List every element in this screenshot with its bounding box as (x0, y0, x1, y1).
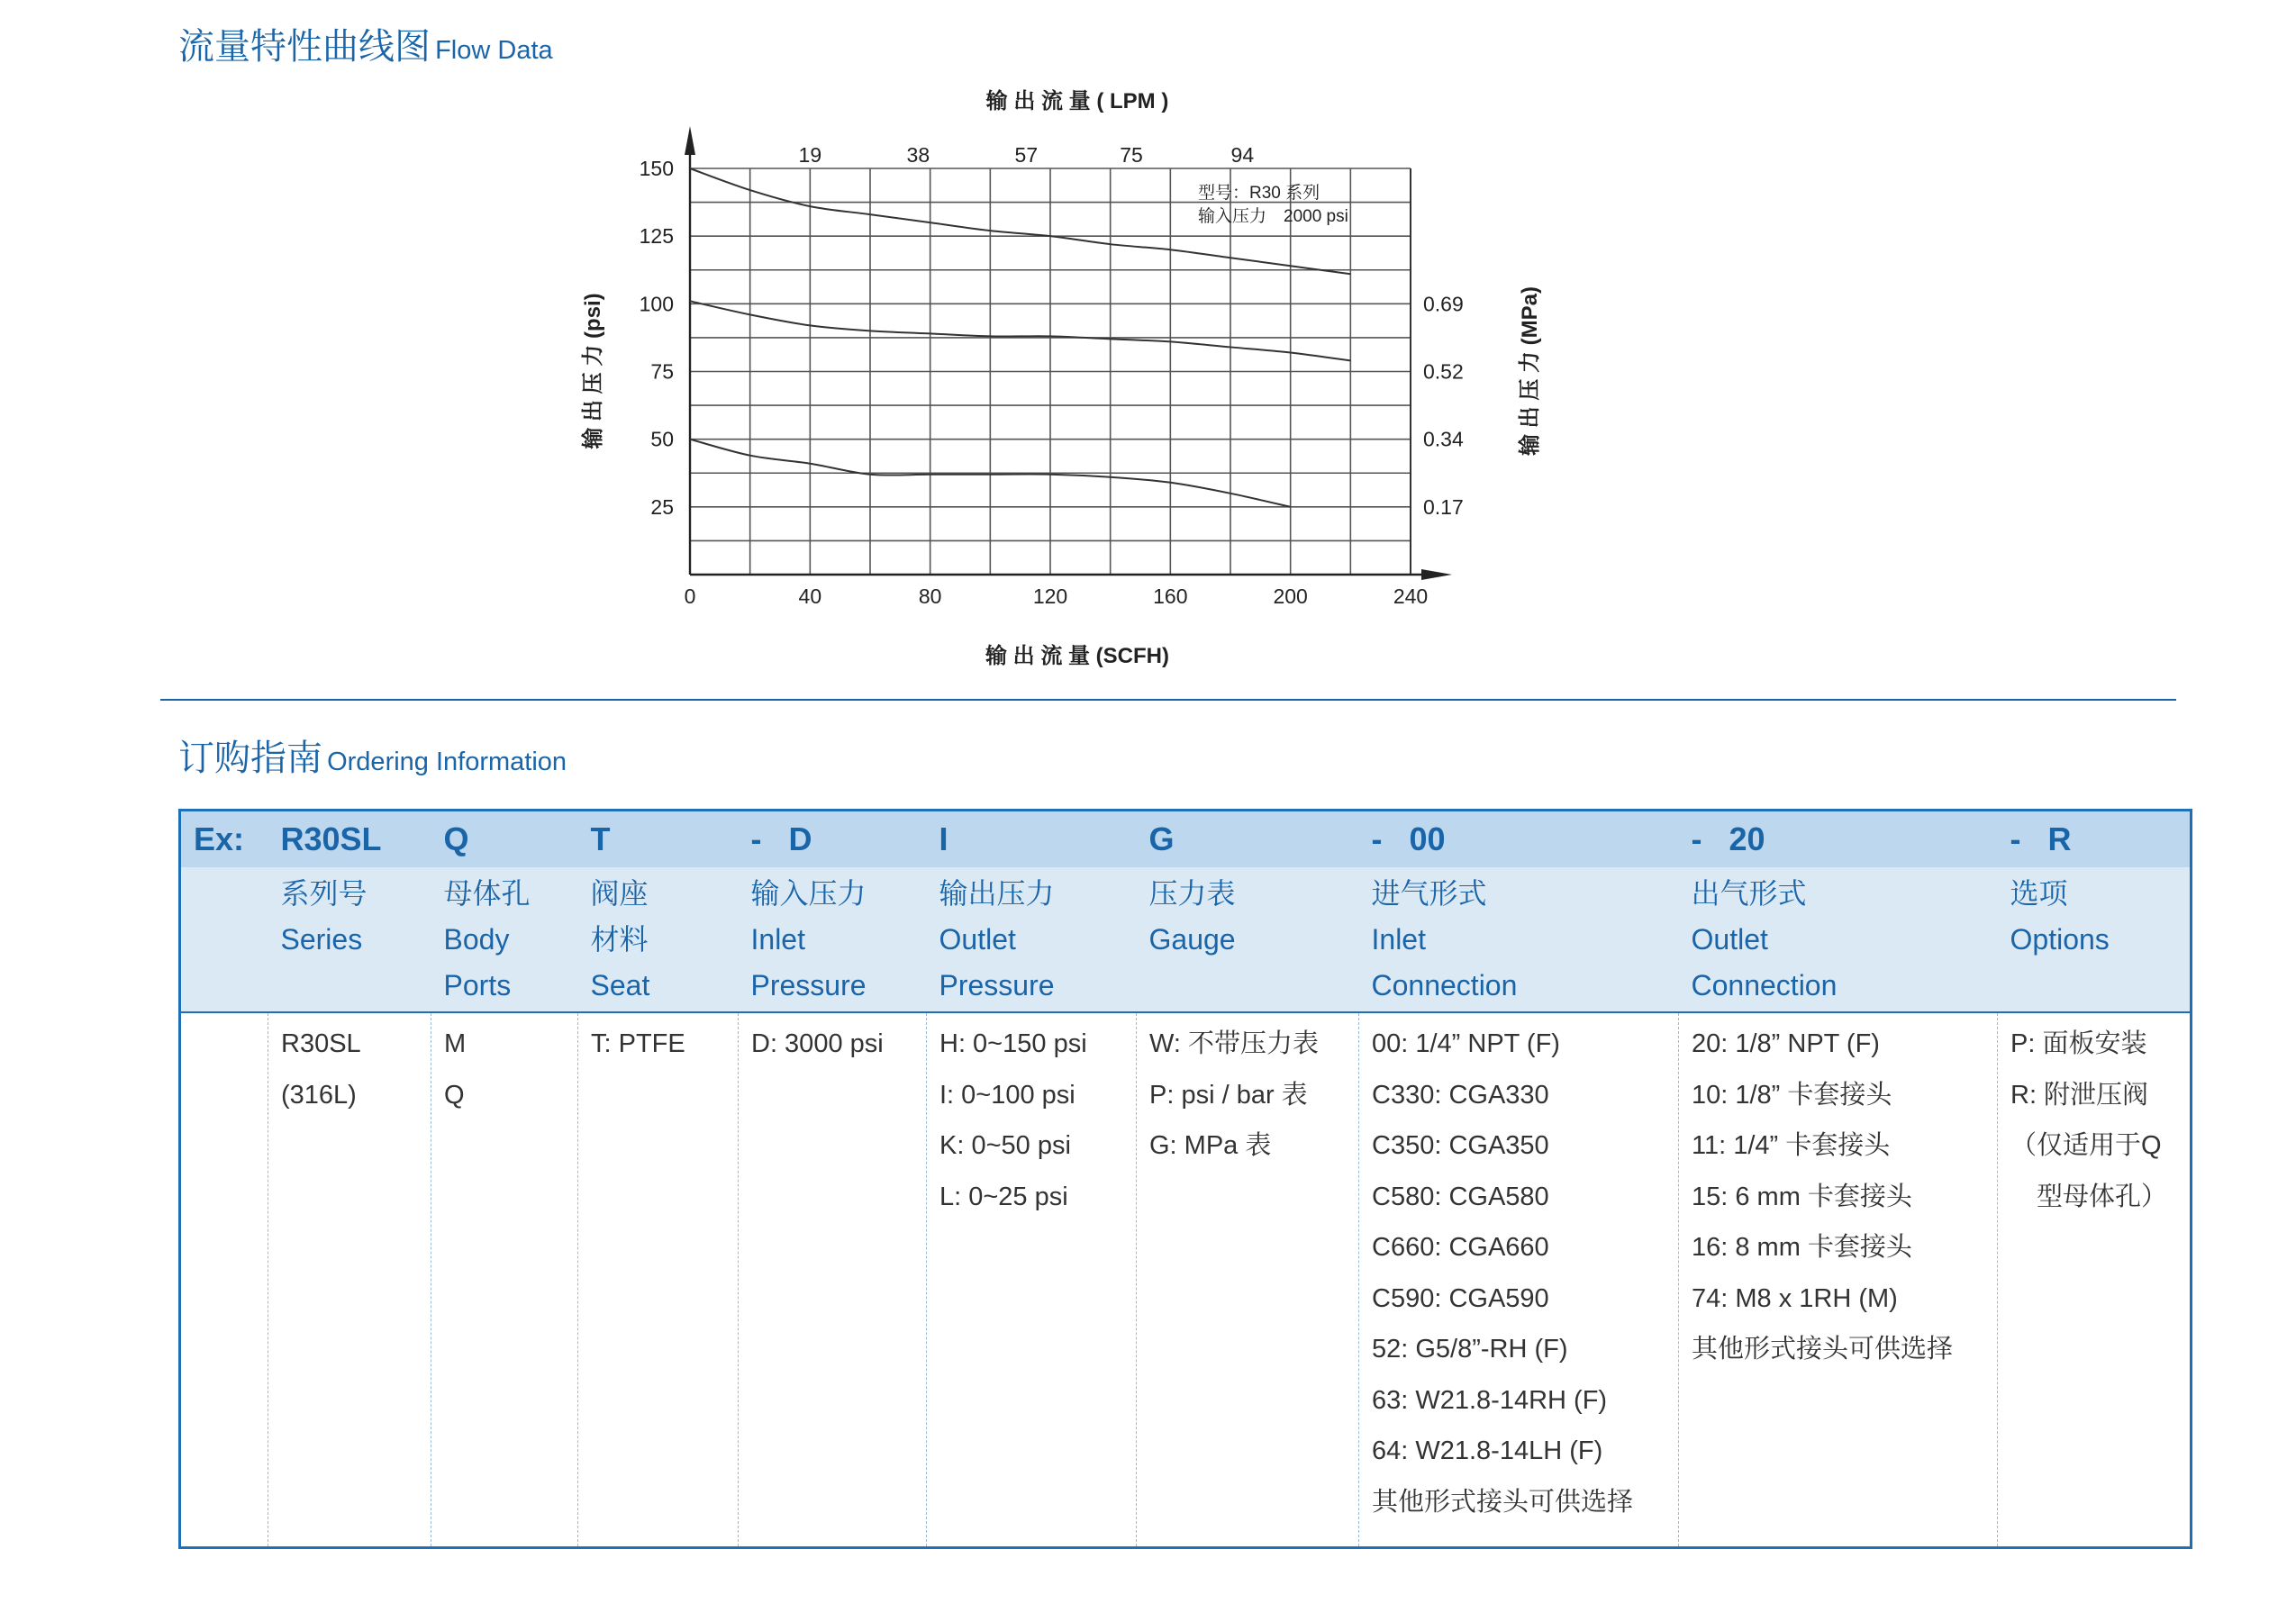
value-line: L: 0~25 psi (939, 1182, 1068, 1211)
value-line: 16: 8 mm 卡套接头 (1692, 1233, 1912, 1262)
code-text: - 00 (1371, 820, 1446, 857)
value-cell (1137, 1012, 1359, 1548)
value-line: C580: CGA580 (1372, 1182, 1549, 1211)
y-tick-label: 125 (639, 224, 674, 249)
value-cell (1359, 1012, 1679, 1548)
ordering-code-row (180, 811, 2192, 868)
value-line: 64: W21.8-14LH (F) (1372, 1436, 1603, 1465)
label-line: 阀座 (590, 877, 649, 910)
x-tick-label: 200 (1273, 584, 1308, 608)
label-cell (268, 867, 431, 1012)
ordering-info-title-en: Ordering Information (327, 748, 567, 776)
value-line: 00: 1/4” NPT (F) (1372, 1029, 1560, 1058)
code-text: T (590, 820, 611, 857)
flow-data-title-en: Flow Data (435, 36, 553, 65)
value-cell (431, 1012, 578, 1548)
y-tick-label: 25 (650, 494, 674, 519)
value-line: 74: M8 x 1RH (M) (1692, 1283, 1898, 1313)
y2-tick-label: 0.69 (1423, 292, 1464, 316)
label-line: Series (280, 923, 363, 956)
x-tick-label: 0 (684, 584, 696, 608)
value-line: (316L) (281, 1080, 357, 1110)
label-line: Pressure (939, 969, 1055, 1001)
value-line: T: PTFE (591, 1029, 685, 1058)
code-cell (1998, 811, 2192, 868)
x2-tick-label: 38 (906, 143, 930, 167)
label-cell (578, 867, 739, 1012)
label-line: Outlet (1691, 923, 1768, 956)
value-cell (927, 1012, 1137, 1548)
x-tick-label: 80 (918, 584, 942, 608)
y-tick-label: 150 (639, 157, 674, 180)
value-line: 52: G5/8”-RH (F) (1372, 1335, 1568, 1364)
value-line: 型母体孔） (2010, 1182, 2168, 1211)
y2-tick-label: 0.17 (1423, 494, 1464, 519)
code-text: Ex: (194, 820, 245, 857)
code-cell (1359, 811, 1679, 868)
label-line: Connection (1371, 969, 1518, 1001)
flow-data-title-zh: 流量特性曲线图 (178, 26, 431, 68)
value-line: P: 面板安装 (2010, 1029, 2147, 1058)
label-cell (1679, 867, 1998, 1012)
label-cell (1137, 867, 1359, 1012)
code-text: G (1148, 820, 1175, 857)
label-line: 输入压力 (750, 877, 867, 910)
label-line: Inlet (1371, 923, 1426, 956)
x-axis-arrow (1421, 569, 1452, 580)
label-line: Outlet (939, 923, 1016, 956)
label-cell (431, 867, 578, 1012)
value-line: I: 0~100 psi (939, 1080, 1075, 1110)
label-line: Ports (443, 969, 512, 1001)
value-line: W: 不带压力表 (1149, 1029, 1319, 1058)
value-cell (180, 1012, 268, 1548)
value-line: 15: 6 mm 卡套接头 (1692, 1182, 1912, 1211)
code-text: Q (443, 820, 469, 857)
y-tick-label: 50 (650, 427, 674, 451)
value-line: 其他形式接头可供选择 (1692, 1335, 1954, 1364)
code-cell (268, 811, 431, 868)
code-cell (180, 811, 268, 868)
label-line: 进气形式 (1371, 877, 1487, 910)
label-line: Inlet (750, 923, 805, 956)
label-line: Body (443, 923, 510, 956)
chart-axes (685, 126, 1452, 580)
code-text: - R (2010, 820, 2072, 857)
x-tick-label: 160 (1153, 584, 1188, 608)
value-line: 11: 1/4” 卡套接头 (1692, 1131, 1891, 1160)
chart-note-pressure: 输入压力 2000 psi (1198, 207, 1348, 226)
value-line: H: 0~150 psi (939, 1029, 1087, 1058)
code-cell (927, 811, 1137, 868)
label-cell (1359, 867, 1679, 1012)
x2-tick-label: 57 (1014, 143, 1039, 167)
label-line: Pressure (750, 969, 867, 1001)
label-line: Connection (1691, 969, 1838, 1001)
x-axis-label: 输 出 流 量 (SCFH) (985, 644, 1169, 668)
value-line: C330: CGA330 (1372, 1080, 1549, 1110)
value-cell (578, 1012, 739, 1548)
code-text: I (939, 820, 948, 857)
y-axis-label: 输 出 压 力 (psi) (581, 293, 605, 449)
y2-tick-label: 0.34 (1423, 427, 1464, 451)
code-cell (431, 811, 578, 868)
x-tick-label: 240 (1393, 584, 1429, 608)
ordering-table (178, 809, 2192, 1549)
label-line: 材料 (590, 923, 649, 956)
y-tick-label: 100 (639, 292, 674, 316)
x2-tick-label: 75 (1120, 143, 1143, 167)
value-line: R: 附泄压阀 (2010, 1080, 2149, 1110)
label-line: 母体孔 (443, 877, 531, 910)
x-tick-label: 120 (1032, 584, 1068, 608)
label-line: Options (2010, 923, 2110, 956)
code-text: R30SL (280, 820, 382, 857)
label-cell (180, 867, 268, 1012)
value-cell (1679, 1012, 1998, 1548)
series-line-2 (690, 301, 1350, 360)
ordering-value-row (180, 1012, 2192, 1548)
value-line: C350: CGA350 (1372, 1131, 1549, 1160)
label-line: Gauge (1148, 923, 1236, 956)
value-line: K: 0~50 psi (939, 1131, 1071, 1160)
code-cell (578, 811, 739, 868)
code-cell (739, 811, 927, 868)
value-line: （仅适用于Q (2010, 1131, 2162, 1160)
x-tick-label: 40 (798, 584, 822, 608)
value-line: Q (444, 1080, 465, 1110)
value-line: 其他形式接头可供选择 (1372, 1487, 1634, 1517)
label-line: 系列号 (280, 877, 368, 910)
value-line: C660: CGA660 (1372, 1233, 1549, 1262)
y2-axis-label: 输 出 压 力 (MPa) (1518, 285, 1542, 457)
ordering-label-row (180, 867, 2192, 1012)
value-line: 10: 1/8” 卡套接头 (1692, 1080, 1892, 1110)
code-text: - 20 (1691, 820, 1765, 857)
label-line: 输出压力 (939, 877, 1055, 910)
value-line: R30SL (281, 1029, 361, 1058)
flow-chart (0, 0, 2296, 702)
label-line: 选项 (2010, 877, 2068, 910)
value-cell (1998, 1012, 2192, 1548)
x2-tick-label: 94 (1230, 143, 1255, 167)
value-line: M (444, 1029, 467, 1058)
label-cell (1998, 867, 2192, 1012)
y-tick-label: 75 (650, 359, 674, 384)
code-text: - D (750, 820, 812, 857)
code-cell (1679, 811, 1998, 868)
label-line: Seat (590, 969, 650, 1001)
chart-title: 输 出 流 量 ( LPM ) (985, 89, 1169, 113)
chart-labels (580, 88, 1542, 668)
chart-grid (690, 168, 1411, 575)
code-cell (1137, 811, 1359, 868)
y-axis-arrow (685, 126, 695, 155)
label-cell (927, 867, 1137, 1012)
label-cell (739, 867, 927, 1012)
section-divider (160, 699, 2176, 701)
value-cell (268, 1012, 431, 1548)
value-cell (739, 1012, 927, 1548)
y2-tick-label: 0.52 (1423, 359, 1464, 384)
value-line: 20: 1/8” NPT (F) (1692, 1029, 1880, 1058)
ordering-info-title (178, 729, 567, 781)
x2-tick-label: 19 (798, 143, 822, 167)
value-line: P: psi / bar 表 (1149, 1080, 1308, 1110)
ordering-info-title-zh: 订购指南 (178, 738, 322, 779)
value-line: 63: W21.8-14RH (F) (1372, 1385, 1608, 1415)
chart-note-model: 型号：R30 系列 (1198, 184, 1320, 203)
value-line: G: MPa 表 (1149, 1131, 1272, 1160)
value-line: C590: CGA590 (1372, 1283, 1549, 1313)
label-line: 出气形式 (1691, 877, 1807, 910)
label-line: 压力表 (1148, 877, 1236, 910)
value-line: D: 3000 psi (751, 1029, 884, 1058)
